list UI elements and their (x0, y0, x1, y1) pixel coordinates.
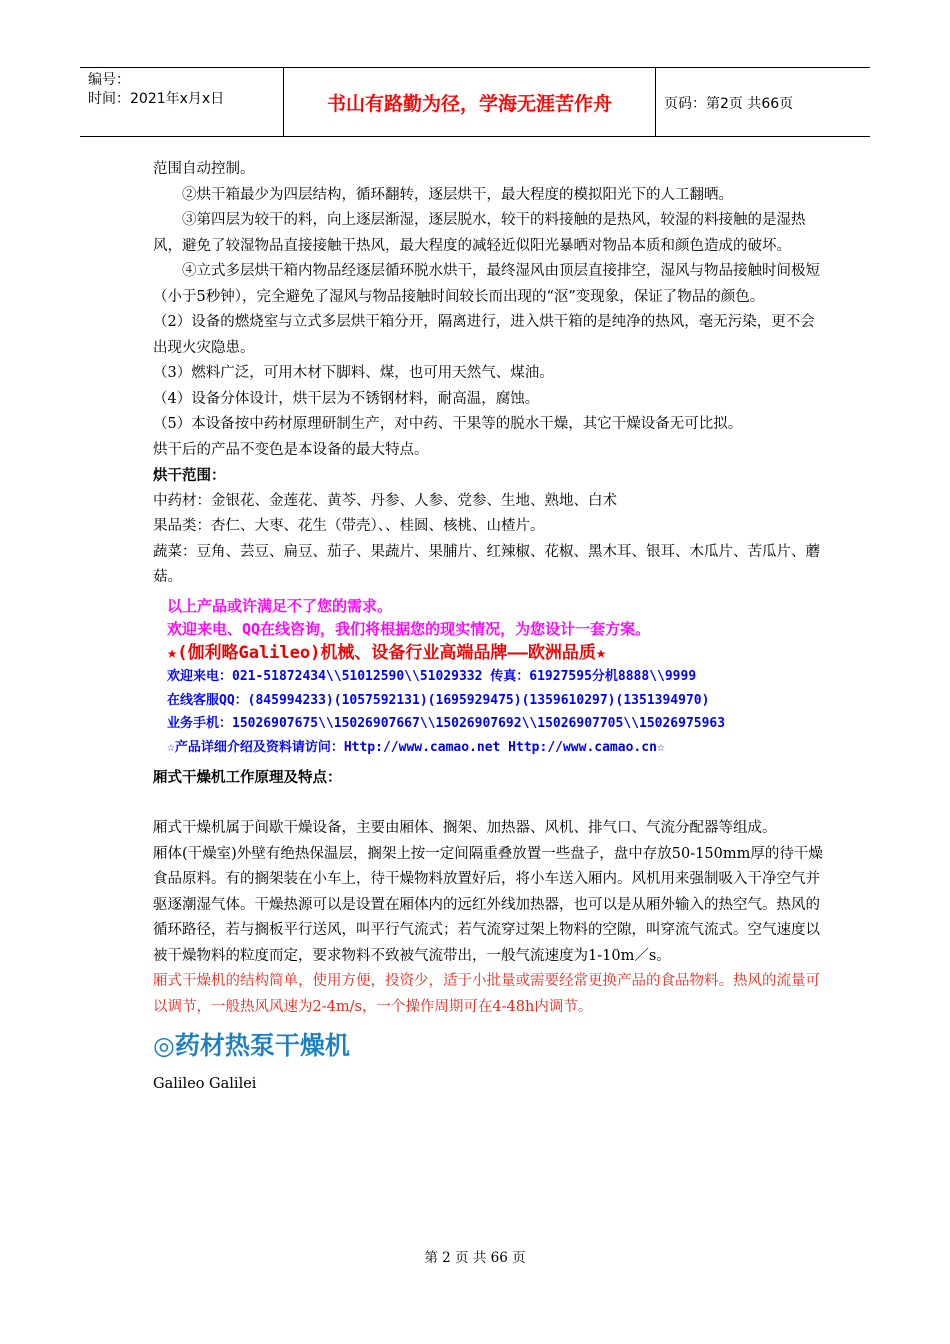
author-name: Galileo Galilei (153, 1076, 257, 1092)
ad-qq-line: 在线客服QQ：(845994233)(1057592131)(1695929475)(1359610297)(1351394970) (167, 692, 710, 708)
section-heading: ◎药材热泵干燥机 (153, 1031, 350, 1060)
paragraph: 中药材：金银花、金莲花、黄芩、丹参、人参、党参、生地、熟地、白术 (153, 492, 617, 509)
document-body (153, 157, 828, 1098)
header-motto: 书山有路勤为径，学海无涯苦作舟 (283, 68, 656, 136)
paragraph: ②烘干箱最少为四层结构，循环翻转，逐层烘干，最大程度的模拟阳光下的人工翻晒。 (182, 186, 733, 203)
page-header (80, 67, 870, 137)
paragraph: 果品类：杏仁、大枣、花生（带壳）、、桂圆、核桃、山楂片。 (153, 518, 545, 534)
paragraph: ③第四层为较干的料，向上逐层渐湿，逐层脱水，较干的料接触的是热风，较湿的料接触的是湿热风，避免了较湿物品直接接触干热风，最大程度的减轻近似阳光暴晒对物品本质和颜色造成的破坏。 (153, 212, 806, 254)
header-left-cell (80, 68, 283, 136)
ad-line: 以上产品或许满足不了您的需求。 (167, 596, 393, 615)
page-footer: 第 2 页 共 66 页 (424, 1250, 526, 1266)
paragraph: （5）本设备按中药材原理研制生产，对中药、干果等的脱水干燥，其它干燥设备无可比拟。 (153, 416, 743, 432)
paragraph-highlight: 厢式干燥机的结构简单，使用方便，投资少，适于小批量或需要经常更换产品的食品物料。热风的流量可以调节，一般热风风速为2-4m/s，一个操作周期可在4-48h内调节。 (153, 973, 820, 1015)
paragraph: 厢式干燥机属于间歇干燥设备，主要由厢体、搁架、加热器、风机、排气口、气流分配器等组成。 (153, 820, 777, 836)
ad-mobile-line: 业务手机：15026907675\\15026907667\\15026907692\\15026907705\\15026975963 (167, 716, 726, 731)
section-title: 厢式干燥机工作原理及特点： (153, 769, 342, 786)
ad-line: 欢迎来电、QQ在线咨询，我们将根据您的现实情况，为您设计一套方案。 (167, 620, 651, 638)
ad-phone-line: 欢迎来电：021-51872434\\51012590\\51029332 传真：61927595分机8888\\9999 (167, 669, 697, 684)
number-label: 编号： (88, 72, 130, 88)
paragraph: ④立式多层烘干箱内物品经逐层循环脱水烘干，最终湿风由顶层直接排空，湿风与物品接触时间极短（小于5秒钟），完全避免了湿风与物品接触时间较长而出现的“沤”变现象，保证了物品的颜色。 (153, 263, 820, 305)
ad-website-line[interactable]: ☆产品详细介绍及资料请访问：Http://www.camao.net Http://www.camao.cn☆ (167, 739, 665, 755)
paragraph: （4）设备分体设计，烘干层为不锈钢材料，耐高温，腐蚀。 (153, 390, 540, 407)
paragraph: （3）燃料广泛，可用木材下脚料、煤，也可用天然气、煤油。 (153, 365, 554, 381)
ad-brand-line: ★(伽利略Galileo)机械、设备行业高端品牌——欧洲品质★ (167, 642, 607, 663)
range-title: 烘干范围： (153, 467, 226, 484)
paragraph: 厢体(干燥室)外壁有绝热保温层，搁架上按一定间隔重叠放置一些盘子，盘中存放50-150mm厚的待干燥食品原料。有的搁架装在小车上，待干燥物料放置好后，将小车送入厢内。风机用来强制吸入干净空气并驱逐潮湿气体。干燥热源可以是设置在厢体内的远红外线加热器，也可以是从厢外输入的热空气。热风的循环路径，若与搁板平行送风，叫平行气流式；若气流穿过架上物料的空隙，叫穿流气流式。空气速度以被干燥物料的粒度而定，要求物料不致被气流带出，一般气流速度为1-10m／s。 (153, 845, 823, 964)
header-page-info: 页码：第2页 共66页 (664, 96, 794, 112)
paragraph: （2）设备的燃烧室与立式多层烘干箱分开，隔离进行，进入烘干箱的是纯净的热风，毫无污染，更不会出现火灾隐患。 (153, 314, 815, 356)
blank-line (153, 791, 828, 817)
advertisement-block (153, 595, 828, 760)
paragraph: 范围自动控制。 (153, 161, 255, 177)
paragraph: 烘干后的产品不变色是本设备的最大特点。 (153, 441, 429, 458)
time-label: 时间：2021年x月x日 (88, 91, 225, 107)
paragraph: 蔬菜：豆角、芸豆、扁豆、茄子、果蔬片、果脯片、红辣椒、花椒、黑木耳、银耳、木瓜片、苦瓜片、蘑菇。 (153, 543, 820, 585)
